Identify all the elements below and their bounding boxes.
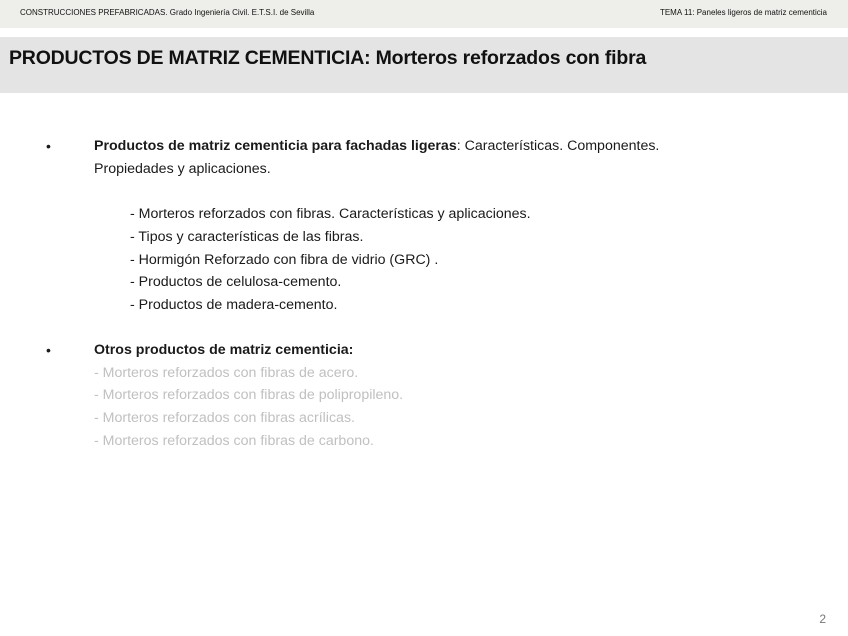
list-item: - Productos de madera-cemento. (130, 297, 338, 313)
bullet-marker-2: • (46, 342, 51, 358)
bullet-marker-1: • (46, 138, 51, 154)
course-header: CONSTRUCCIONES PREFABRICADAS. Grado Ingeniería Civil. E.T.S.I. de Sevilla (20, 8, 315, 17)
bullet-1-line-2: Propiedades y aplicaciones. (94, 161, 271, 177)
slide-title: PRODUCTOS DE MATRIZ CEMENTICIA: Morteros reforzados con fibra (9, 47, 647, 69)
topic-header: TEMA 11: Paneles ligeros de matriz cementicia (659, 8, 827, 17)
bullet-1-text (94, 138, 659, 154)
bullet-1-rest: : Características. Componentes. (456, 138, 660, 154)
bullet-2-text: Otros productos de matriz cementicia: (94, 342, 354, 358)
list-item: - Morteros reforzados con fibras acrílicas. (94, 410, 355, 426)
list-item: - Tipos y características de las fibras. (130, 229, 364, 245)
list-item: - Morteros reforzados con fibras. Características y aplicaciones. (130, 206, 531, 222)
bullet-1-bold: Productos de matriz cementicia para fachadas ligeras (94, 138, 457, 154)
page-number: 2 (819, 612, 826, 626)
list-item: - Hormigón Reforzado con fibra de vidrio (GRC) . (130, 252, 439, 268)
list-item: - Morteros reforzados con fibras de polipropileno. (94, 387, 404, 403)
list-item: - Productos de celulosa-cemento. (130, 274, 342, 290)
list-item: - Morteros reforzados con fibras de acero. (94, 365, 359, 381)
list-item: - Morteros reforzados con fibras de carbono. (94, 433, 374, 449)
